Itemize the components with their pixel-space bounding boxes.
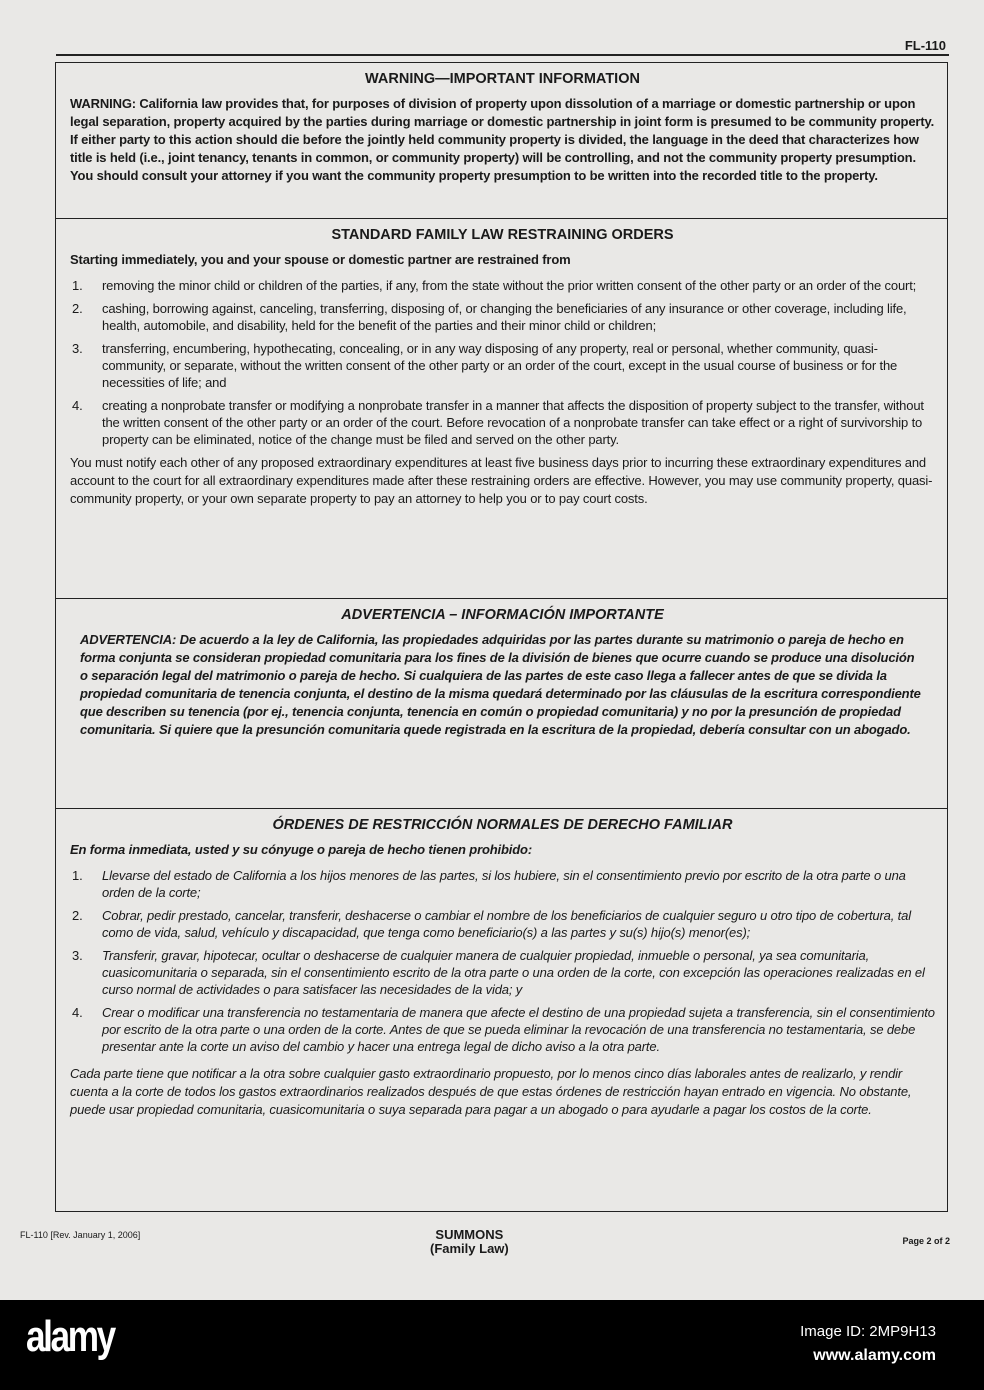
watermark-url: www.alamy.com: [813, 1347, 936, 1364]
page-number: Page 2 of 2: [902, 1236, 950, 1246]
advertencia-section: [56, 599, 947, 809]
item-text: Transferir, gravar, hipotecar, ocultar o deshacerse de cualquier manera de cualquier propiedad, inmueble o personal, ya sea comunitaria, cuasicomunitaria o separada, sin el consentimiento escrito de la otra parte o una orden de la corte, con excepción las operaciones realizadas en el curso normal de actividades o para satisfacer las necesidades de la vida; y: [102, 948, 925, 997]
advertencia-title: ADVERTENCIA – INFORMACIÓN IMPORTANTE: [341, 607, 664, 623]
item-number: 2.: [72, 301, 83, 316]
list-item: [70, 947, 935, 998]
list-item: [70, 277, 935, 294]
watermark-bar: [0, 1300, 984, 1390]
list-item: [70, 340, 935, 391]
image-info: [800, 1320, 936, 1368]
item-text: Cobrar, pedir prestado, cancelar, transferir, deshacerse o cambiar el nombre de los beneficiarios de cualquier seguro u otro tipo de cobertura, tal como de vida, salud, vehículo y discapacidad, que tenga como beneficiario(s) a las partes y su(s) hijo(s) menor(es);: [102, 908, 911, 940]
page-footer: [20, 1228, 950, 1268]
item-text: removing the minor child or children of the parties, if any, from the state without the prior written consent of the other party or an order of the court;: [102, 278, 917, 293]
top-rule: [56, 54, 949, 56]
item-number: 3.: [72, 341, 83, 356]
item-text: transferring, encumbering, hypothecating, concealing, or in any way disposing of any property, real or personal, whether community, quasi-community, or separate, without the written consent of the other party or an order of the court, except in the usual course of business or for the necessities of life; and: [102, 341, 898, 390]
restraining-list: [70, 277, 935, 448]
item-number: 4.: [72, 1005, 83, 1020]
ordenes-closing: Cada parte tiene que notificar a la otra sobre cualquier gasto extraordinario propuesto, por lo menos cinco días laborales antes de realizarlo, y rendir cuenta a la corte de todos los gastos extraordinarios realizados después de que estas órdenes de restricción hayan entrado en vigencia. No obstante, puede usar propiedad comunitaria, cuasicomunitaria o suya separada para pagar a un abogado o para ayudarle a pagar los costos de la corte.: [70, 1066, 912, 1117]
warning-text: WARNING: California law provides that, for purposes of division of property upon dissolution of a marriage or domestic partnership or upon legal separation, property acquired by the parties during marriage or domestic partnership in joint form is presumed to be community property. If either party to this action should die before the jointly held community property is divided, the language in the deed that characterizes how title is held (i.e., joint tenancy, tenants in common, or community property) will be controlling, and not the community property presumption. You should consult your attorney if you want the community property presumption to be written into the recorded title to the property.: [70, 96, 935, 183]
warning-section: [56, 63, 947, 219]
item-number: 1.: [72, 868, 83, 883]
list-item: [70, 907, 935, 941]
warning-title: WARNING—IMPORTANT INFORMATION: [365, 71, 640, 87]
ordenes-lead: En forma inmediata, usted y su cónyuge o pareja de hecho tienen prohibido:: [70, 842, 533, 857]
form-revision: FL-110 [Rev. January 1, 2006]: [20, 1230, 141, 1240]
item-text: creating a nonprobate transfer or modifying a nonprobate transfer in a manner that affects the disposition of property subject to the transfer, without the written consent of the other party or an order of the court. Before revocation of a nonprobate transfer can take effect or a right of survivorship to property can be eliminated, notice of the change must be filed and served on the other party.: [102, 398, 924, 447]
restraining-closing: You must notify each other of any proposed extraordinary expenditures at least five business days prior to incurring these extraordinary expenditures and account to the court for all extraordinary expenditures made after these restraining orders are effective. However, you may use community property, quasi-community property, or your own separate property to pay an attorney to help you or to pay court costs.: [70, 455, 933, 506]
footer-title-block: [430, 1228, 509, 1256]
item-number: 3.: [72, 948, 83, 963]
item-text: Crear o modificar una transferencia no testamentaria de manera que afecte el destino de una propiedad sujeta a transferencia, sin el consentimiento por escrito de la otra parte o una orden de la corte. Antes de que se pueda eliminar la revocación de una transferencia no testamentaria, se debe presentar ante la corte un aviso del cambio y hacer una entrega legal de dicho aviso a la otra parte.: [102, 1005, 935, 1054]
item-text: Llevarse del estado de California a los hijos menores de las partes, si los hubiere, sin el consentimiento previo por escrito de la otra parte o una orden de la corte;: [102, 868, 906, 900]
alamy-logo: alamy: [26, 1312, 114, 1361]
ordenes-title: ÓRDENES DE RESTRICCIÓN NORMALES DE DERECHO FAMILIAR: [272, 817, 733, 833]
list-item: [70, 300, 935, 334]
list-item: [70, 1004, 935, 1055]
form-body: [55, 62, 948, 1212]
footer-title: SUMMONS: [435, 1227, 504, 1242]
footer-subtitle: (Family Law): [430, 1241, 509, 1256]
form-number: FL-110: [904, 38, 946, 53]
restraining-orders-section: [56, 219, 947, 599]
item-text: cashing, borrowing against, canceling, transferring, disposing of, or changing the beneficiaries of any insurance or other coverage, including life, health, automobile, and disability, held for the benefit of the parties and their minor child or children;: [102, 301, 907, 333]
advertencia-text: ADVERTENCIA: De acuerdo a la ley de California, las propiedades adquiridas por las partes durante su matrimonio o pareja de hecho en forma conjunta se consideran propiedad comunitaria para los fines de la división de bienes que ocurre cuando se produce una disolución o separación legal del matrimonio o pareja de hecho. Si cualquiera de las partes de este caso llega a fallecer antes de que se divida la propiedad comunitaria de tenencia conjunta, el destino de la misma quedará determinado por las cláusulas de la escritura correspondiente que describen su tenencia (por ej., tenencia conjunta, tenencia en común o propiedad comunitaria) y no por la presunción de propiedad comunitaria. Si quiere que la presunción comunitaria quede registrada en la escritura de la propiedad, debería consultar con un abogado.: [80, 632, 921, 737]
item-number: 2.: [72, 908, 83, 923]
list-item: [70, 397, 935, 448]
ordenes-list: [70, 867, 935, 1055]
restraining-lead: Starting immediately, you and your spouse or domestic partner are restrained from: [70, 252, 571, 267]
ordenes-section: [56, 809, 947, 1127]
item-number: 1.: [72, 278, 83, 293]
list-item: [70, 867, 935, 901]
restraining-title: STANDARD FAMILY LAW RESTRAINING ORDERS: [331, 227, 674, 243]
image-id: Image ID: 2MP9H13: [800, 1323, 936, 1340]
item-number: 4.: [72, 398, 83, 413]
